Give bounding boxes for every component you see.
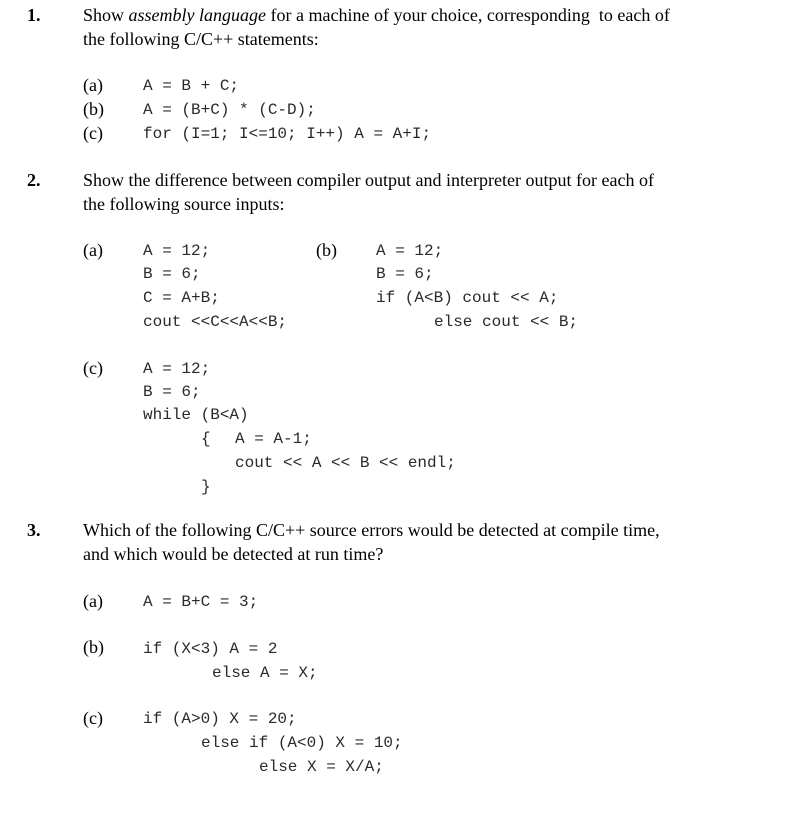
- question-1-prompt: [83, 5, 670, 26]
- prompt-emphasis: assembly language: [128, 5, 266, 25]
- code-line: A = 12;: [143, 242, 211, 260]
- item-label: (c): [83, 123, 103, 143]
- code-line: else if (A<0) X = 10;: [201, 734, 403, 752]
- question-1-number: 1.: [27, 5, 41, 25]
- code-line: cout << A << B << endl;: [235, 454, 456, 472]
- item-label: (c): [83, 358, 103, 378]
- code-line: while (B<A): [143, 406, 249, 424]
- code-line: B = 6;: [143, 265, 201, 283]
- question-1-prompt-line2: the following C/C++ statements:: [83, 29, 319, 49]
- item-label: (a): [83, 591, 103, 611]
- code-line: B = 6;: [376, 265, 434, 283]
- code-line: else A = X;: [212, 664, 318, 682]
- code-line: if (A<B) cout << A;: [376, 289, 559, 307]
- code-brace: {: [201, 430, 211, 448]
- question-3-prompt: Which of the following C/C++ source errors would be detected at compile time,: [83, 520, 660, 540]
- question-2-number: 2.: [27, 170, 41, 190]
- item-label: (b): [83, 637, 104, 657]
- item-label: (b): [316, 240, 337, 260]
- code-brace: }: [201, 478, 211, 496]
- code-line: if (A>0) X = 20;: [143, 710, 297, 728]
- question-2-prompt-line2: the following source inputs:: [83, 194, 285, 214]
- question-3-prompt-line2: and which would be detected at run time?: [83, 544, 384, 564]
- code-line: A = B + C;: [143, 77, 240, 95]
- code-line: A = 12;: [376, 242, 444, 260]
- code-line: A = 12;: [143, 360, 211, 378]
- item-label: (b): [83, 99, 104, 119]
- code-line: for (I=1; I<=10; I++) A = A+I;: [143, 125, 432, 143]
- code-line: else X = X/A;: [259, 758, 384, 776]
- code-line: B = 6;: [143, 383, 201, 401]
- question-2-prompt: Show the difference between compiler output and interpreter output for each of: [83, 170, 654, 190]
- code-line: C = A+B;: [143, 289, 220, 307]
- code-line: A = B+C = 3;: [143, 593, 259, 611]
- code-line: A = (B+C) * (C-D);: [143, 101, 316, 119]
- item-label: (a): [83, 75, 103, 95]
- prompt-text: Show: [83, 5, 129, 25]
- code-line: A = A-1;: [235, 430, 312, 448]
- item-label: (a): [83, 240, 103, 260]
- question-3-number: 3.: [27, 520, 41, 540]
- code-line: else cout << B;: [434, 313, 579, 331]
- item-label: (c): [83, 708, 103, 728]
- code-line: if (X<3) A = 2: [143, 640, 278, 658]
- prompt-text: for a machine of your choice, corresponding to each of: [266, 5, 670, 25]
- code-line: cout <<C<<A<<B;: [143, 313, 288, 331]
